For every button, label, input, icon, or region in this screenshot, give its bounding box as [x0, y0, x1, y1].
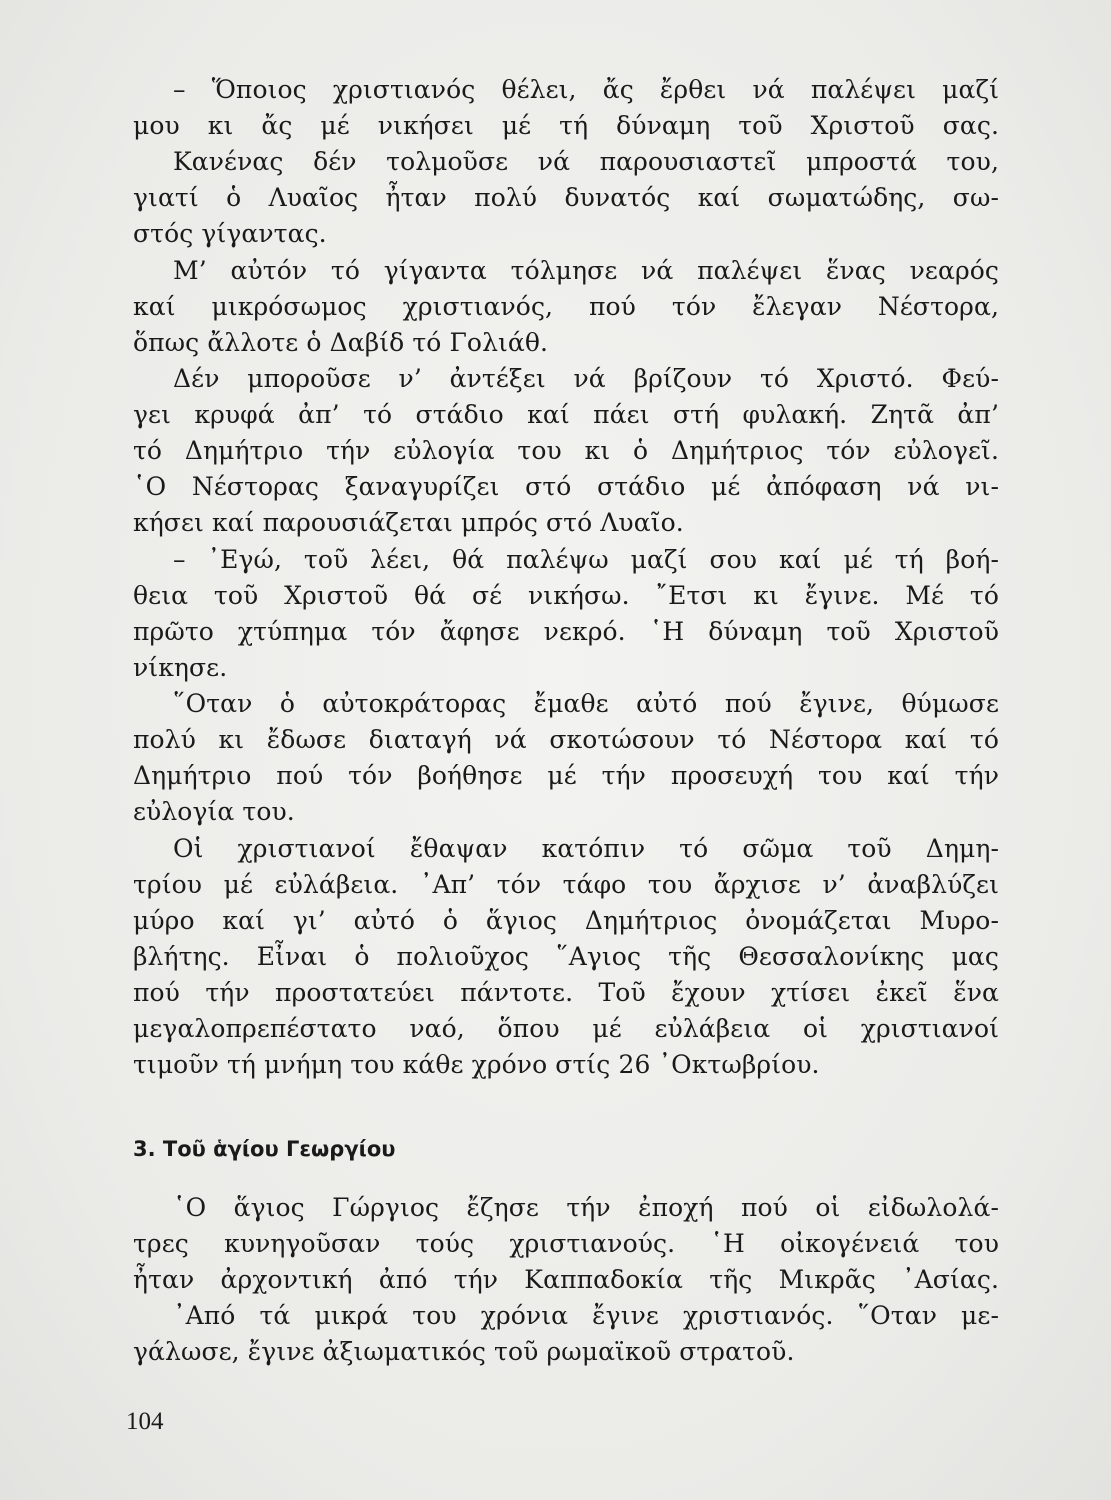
text-line: ῞Οταν ὁ αὐτοκράτορας ἔμαθε αὐτό πού ἔγινε, θύμωσε [173, 689, 999, 718]
text-line: θεια τοῦ Χριστοῦ θά σέ νικήσω. ῎Ετσι κι ἔγινε. Μέ τό [133, 581, 999, 610]
text-line: Δέν μποροῦσε ν’ ἀντέξει νά βρίζουν τό Χριστό. Φεύ- [173, 364, 999, 393]
text-line: ῾Ο Νέστορας ξαναγυρίζει στό στάδιο μέ ἀπόφαση νά νι- [133, 472, 999, 501]
text-line: καί μικρόσωμος χριστιανός, πού τόν ἔλεγαν Νέστορα, [133, 292, 999, 321]
text-line: τό Δημήτριο τήν εὐλογία του κι ὁ Δημήτριος τόν εὐλογεῖ. [133, 436, 999, 465]
text-line: πολύ κι ἔδωσε διαταγή νά σκοτώσουν τό Νέστορα καί τό [133, 725, 999, 754]
text-line: – ᾿Εγώ, τοῦ λέει, θά παλέψω μαζί σου καί μέ τή βοή- [173, 545, 999, 574]
text-line: μύρο καί γι’ αὐτό ὁ ἅγιος Δημήτριος ὀνομάζεται Μυρο- [133, 906, 999, 935]
text-line: πού τήν προστατεύει πάντοτε. Τοῦ ἔχουν χτίσει ἐκεῖ ἕνα [133, 978, 999, 1007]
text-line: τρίου μέ εὐλάβεια. ᾿Απ’ τόν τάφο του ἄρχισε ν’ ἀναβλύζει [133, 870, 999, 899]
text-line: Οἱ χριστιανοί ἔθαψαν κατόπιν τό σῶμα τοῦ Δημη- [173, 834, 999, 863]
text-line: μου κι ἄς μέ νικήσει μέ τή δύναμη τοῦ Χριστοῦ σας. [133, 111, 999, 140]
text-line: γιατί ὁ Λυαῖος ἦταν πολύ δυνατός καί σωματώδης, σω- [133, 183, 999, 212]
text-line: γάλωσε, ἔγινε ἀξιωματικός τοῦ ρωμαϊκοῦ στρατοῦ. [133, 1337, 795, 1366]
text-line: νίκησε. [133, 653, 228, 682]
text-line: κήσει καί παρουσιάζεται μπρός στό Λυαῖο. [133, 508, 684, 537]
text-line: ᾿Από τά μικρά του χρόνια ἔγινε χριστιανός. ῞Οταν με- [173, 1301, 999, 1330]
text-line: τρες κυνηγοῦσαν τούς χριστιανούς. ῾Η οἰκογένειά του [133, 1229, 999, 1258]
text-line: εὐλογία του. [133, 797, 295, 826]
text-line: στός γίγαντας. [133, 219, 327, 248]
text-line: Μ’ αὐτόν τό γίγαντα τόλμησε νά παλέψει ἕνας νεαρός [173, 256, 999, 285]
text-line: – Ὅποιος χριστιανός θέλει, ἄς ἔρθει νά παλέψει μαζί [173, 75, 999, 104]
text-line: ὅπως ἄλλοτε ὁ Δαβίδ τό Γολιάθ. [133, 328, 549, 357]
text-line: βλήτης. Εἶναι ὁ πολιοῦχος ῞Αγιος τῆς Θεσσαλονίκης μας [133, 942, 999, 971]
text-line: ἦταν ἀρχοντική ἀπό τήν Καππαδοκία τῆς Μικρᾶς ᾿Ασίας. [133, 1265, 999, 1294]
text-line: πρῶτο χτύπημα τόν ἄφησε νεκρό. ῾Η δύναμη τοῦ Χριστοῦ [133, 617, 999, 646]
text-line: Δημήτριο πού τόν βοήθησε μέ τήν προσευχή του καί τήν [133, 761, 999, 790]
text-line: ῾Ο ἅγιος Γώργιος ἔζησε τήν ἐποχή πού οἱ εἰδωλολά- [173, 1193, 999, 1222]
text-line: Κανένας δέν τολμοῦσε νά παρουσιαστεῖ μπροστά του, [173, 147, 999, 176]
page-number: 104 [126, 1408, 164, 1435]
text-line: μεγαλοπρεπέστατο ναό, ὅπου μέ εὐλάβεια οἱ χριστιανοί [133, 1014, 999, 1043]
text-line: τιμοῦν τή μνήμη του κάθε χρόνο στίς 26 ᾿Οκτωβρίου. [133, 1050, 820, 1079]
text-line: γει κρυφά ἀπ’ τό στάδιο καί πάει στή φυλακή. Ζητᾶ ἀπ’ [133, 400, 999, 429]
section-heading: 3. Τοῦ ἁγίου Γεωργίου [133, 1137, 396, 1161]
